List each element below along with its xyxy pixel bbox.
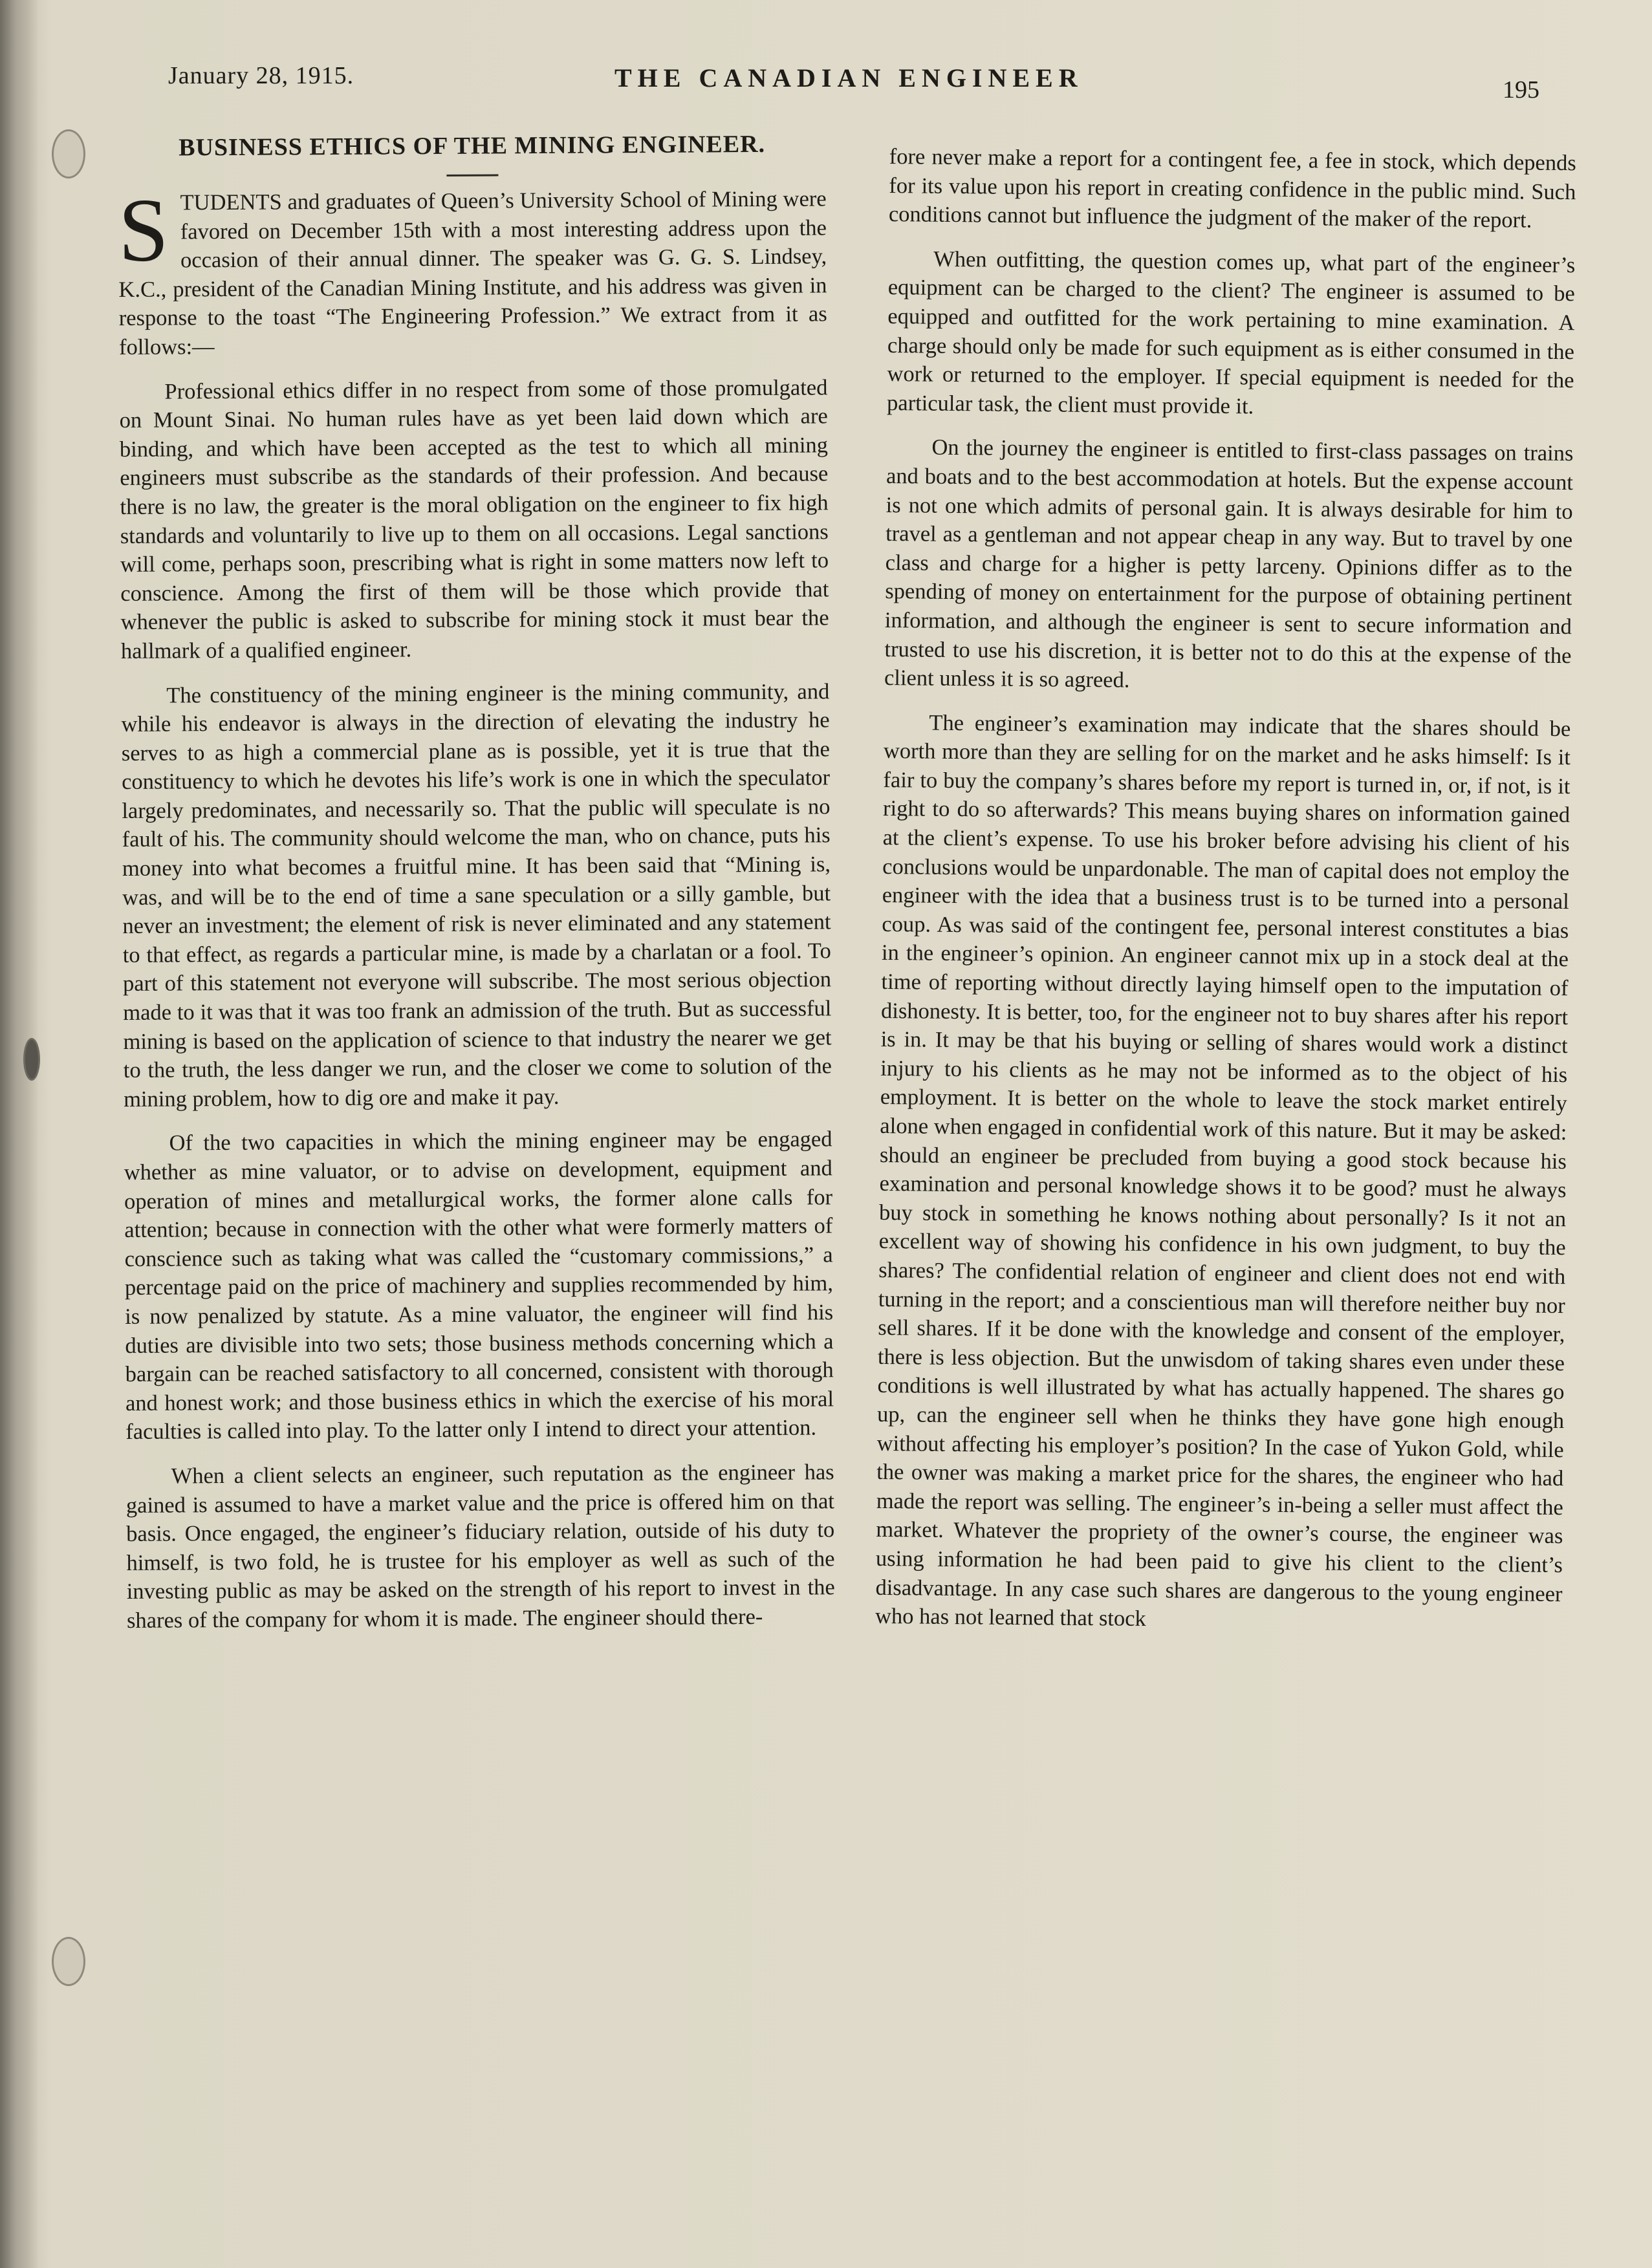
page-number: 195 (1503, 76, 1539, 103)
drop-cap: S (118, 180, 169, 281)
binder-hole-top (52, 129, 85, 178)
journal-title: THE CANADIAN ENGINEER (614, 63, 1083, 92)
paragraph: On the journey the engineer is entitled to first-class passages on trains and boats and to the best accommodation at hotels. But the expense account is not one which admits of personal gain. It is always desirable for him to travel as a gentleman and not appear cheap in any way. But to travel by one class and charge for a higher is petty larceny. Opinions differ as to the spending of money on entertainment for the purpose of obtaining pertinent information, and although the engineer is sent to secure information and trusted to use his discretion, it is better not to do this at the expense of the client unless it is so agreed. (884, 435, 1574, 693)
paragraph-continued: fore never make a report for a contingent fee, a fee in stock, which depends for its value upon his report in creating confidence in the public mind. Such conditions cannot but influence the judgment of the maker of the report. (888, 144, 1576, 233)
right-column (875, 142, 1576, 1637)
paragraph: The constituency of the mining engineer is the mining community, and while his endeavor is always in the direction of elevating the industry he serves to as high a commercial plane as is possible, yet it is true that the constituency to which he devotes his life’s work is one in which the speculator largely predominates, and necessarily so. That the public will speculate is no fault of his. The community should welcome the man, who on chance, puts his money into what becomes a fruitful mine. It has been said that “Mining is, was, and will be to the end of time a sane speculation or a silly gamble, but never an investment; the element of risk is never eliminated and any statement to that effect, as regards a particular mine, is made by a charlatan or a fool. To part of this statement not everyone will subscribe. The most serious objection made to it was that it was too frank an admission of the truth. But as successful mining is based on the application of science to that industry the nearer we get to the truth, the less danger we run, and the closer we come to solution of the mining problem, how to dig ore and make it pay. (121, 678, 832, 1112)
paragraph: When outfitting, the question comes up, what part of the engineer’s equipment can be charged to the client? The engineer is assumed to be equipped and outfitted for the work pertaining to mine examination. A charge should only be made for such equipment as is either consumed in the work or returned to the employer. If special equipment is needed for the particular task, the client must provide it. (886, 246, 1576, 419)
running-header (168, 61, 1539, 107)
paragraph: When a client selects an engineer, such reputation as the engineer has gained is assumed to have a market value and the price is offered him on that basis. Once engaged, the engineer’s fiduciary relation, outside of his duty to himself, is two fold, he is trustee for his employer as well as such of the investing public as may be asked on the strength of his report to invest in the shares of the company for whom it is made. The engineer should there- (125, 1460, 835, 1633)
binder-clip (23, 1038, 40, 1081)
binding-edge (0, 0, 39, 2268)
paragraph: Professional ethics differ in no respect from some of those promulgated on Mount Sinai. No human rules have as yet been laid down which are binding, and which have been accepted as the test to which all mining engineers must subscribe as the standards of their profession. And because there is no law, the greater is the moral obligation on the engineer to fix high standards and voluntarily to live up to them on all occasions. Legal sanctions will come, perhaps soon, prescribing what is right in some matters now left to conscience. Among the first of them will be those which provide that whenever the public is asked to subscribe for mining stock it must bear the hallmark of a qualified engineer. (119, 374, 829, 664)
left-column (118, 128, 835, 1635)
title-rule (446, 174, 498, 176)
issue-date: January 28, 1915. (168, 62, 354, 89)
paragraph: The engineer’s examination may indicate that the shares should be worth more than they are selling for on the market and he asks himself: Is it fair to buy the company’s shares before my report is turned in, or, if not, is it right to do so afterwards? This means buying shares on information gained at the client’s expense. To use his broker before advising his client of his conclusions would be unpardonable. The man of capital does not employ the engineer with the idea that a business trust is to be turned into a personal coup. As was said of the contingent fee, personal interest constitutes a bias in the engineer’s opinion. An engineer cannot mix up in a stock deal at the time of reporting without directly laying himself open to the imputation of dishonesty. It is better, too, for the engineer not to buy shares after his report is in. It may be that his buying or selling of shares would work a distinct injury to his clients as he may not be informed as to the object of his employment. It is better on the whole to leave the stock market entirely alone when engaged in confidential work of this nature. But it may be asked: should an engineer be precluded from buying a good stock because his examination and personal knowledge shows it to be good? must he always buy stock in something he knows nothing about personally? Is it not an excellent way of showing his confidence in his own judgment, to buy the shares? The confidential relation of engineer and client does not end with turning in the report; and a conscientious man will therefore neither buy nor sell shares. If it be done with the knowledge and consent of the employer, there is less objection. But the unwisdom of taking shares even under these conditions is well illustrated by what has actually happened. The shares go up, can the engineer sell when he thinks they have gone high enough without affecting his employer’s position? In the case of Yukon Gold, while the owner was making a market price for the shares, the engineer who had made the report was selling. The engineer’s in-being a seller must affect the market. Whatever the propriety of the owner’s course, the engineer was using information he had been paid to give his client to the client’s disadvantage. In any case such shares are dangerous to the young engineer who has not learned that stock (875, 710, 1571, 1632)
binder-hole-bottom (52, 1937, 85, 1986)
intro-text: TUDENTS and graduates of Queen’s University School of Mining were favored on December 15th with a most interesting address upon the occasion of their annual dinner. The speaker was G. G. S. Lindsey, K.C., president of the Canadian Mining Institute, and his address was given in response to the toast “The Engineering Profession.” We extract from it as follows:— (118, 186, 827, 360)
paragraph: Of the two capacities in which the mining engineer may be engaged whether as mine valuator, or to advise on development, equipment and operation of mines and metallurgical works, the former alone calls for attention; because in connection with the other what were formerly matters of conscience such as taking what was called the “customary commissions,” a percentage paid on the price of machinery and supplies recommended by him, is now penalized by statute. As a mine valuator, the engineer will find his duties are divisible into two sets; those business methods concerning which a bargain can be reached satisfactory to all concerned, consistent with thorough and honest work; and those business ethics in which the exercise of his moral faculties is called into play. To the latter only I intend to direct your attention. (124, 1127, 834, 1445)
intro-paragraph (118, 180, 828, 362)
article-title: BUSINESS ETHICS OF THE MINING ENGINEER. (179, 130, 766, 162)
